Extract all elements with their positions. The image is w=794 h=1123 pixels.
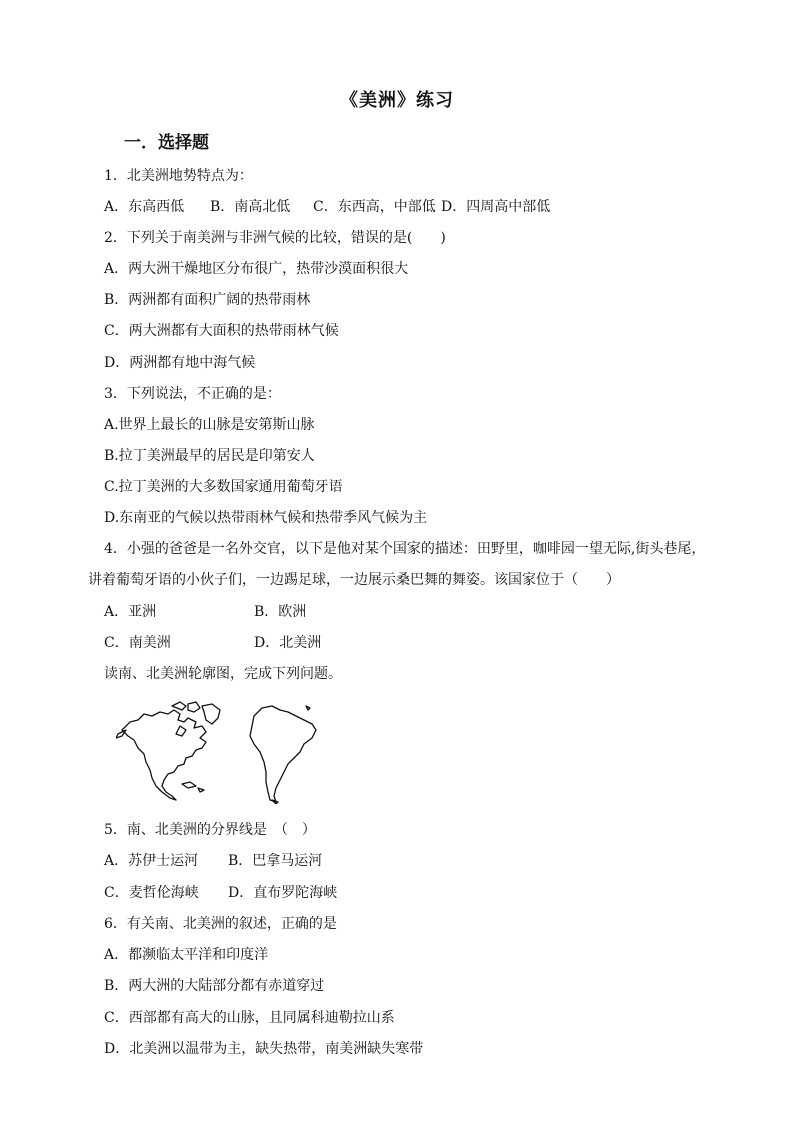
q3-stem: 3．下列说法，不正确的是： — [104, 386, 281, 402]
q6-option-b: B．两大洲的大陆部分都有赤道穿过 — [104, 978, 325, 994]
q1-option-a: A．东高西低 — [104, 199, 185, 215]
q4-stem-line1: 4．小强的爸爸是一名外交官，以下是他对某个国家的描述：田野里，咖啡园一望无际,街头巷尾， — [104, 541, 706, 557]
north-america-outline-map — [116, 700, 236, 802]
q2-option-c: C．两大洲都有大面积的热带雨林气候 — [104, 323, 339, 339]
q6-option-d: D．北美洲以温带为主，缺失热带，南美洲缺失寒带 — [104, 1041, 424, 1057]
south-america-outline-map — [246, 702, 320, 804]
q4-option-a: A．亚洲 — [104, 604, 157, 620]
q6-option-a: A．都濒临太平洋和印度洋 — [104, 947, 269, 963]
q1-option-c: C．东西高，中部低 — [313, 199, 436, 215]
q3-option-b: B.拉丁美洲最早的居民是印第安人 — [104, 448, 315, 464]
q2-stem: 2．下列关于南美洲与非洲气候的比较，错误的是( ) — [104, 230, 446, 246]
q4-option-d: D．北美洲 — [254, 635, 322, 651]
q4-option-b: B．欧洲 — [254, 604, 307, 620]
q2-option-b: B．两洲都有面积广阔的热带雨林 — [104, 292, 311, 308]
q4-stem-line2: 讲着葡萄牙语的小伙子们，一边踢足球，一边展示桑巴舞的舞姿。该国家位于（ ） — [88, 572, 620, 588]
q2-option-a: A．两大洲干燥地区分布很广，热带沙漠面积很大 — [104, 261, 409, 277]
q3-option-a: A.世界上最长的山脉是安第斯山脉 — [104, 417, 315, 433]
q2-option-d: D．两洲都有地中海气候 — [104, 355, 256, 371]
page-title: 《美洲》练习 — [340, 90, 454, 111]
q5-stem: 5．南、北美洲的分界线是 （ ） — [104, 822, 316, 838]
reading-prompt: 读南、北美洲轮廓图，完成下列问题。 — [104, 666, 342, 682]
q5-option-b: B．巴拿马运河 — [228, 853, 323, 869]
q5-option-d: D．直布罗陀海峡 — [228, 885, 338, 901]
q6-option-c: C．西部都有高大的山脉，且同属科迪勒拉山系 — [104, 1010, 395, 1026]
q5-option-c: C．麦哲伦海峡 — [104, 885, 199, 901]
q3-option-c: C.拉丁美洲的大多数国家通用葡萄牙语 — [104, 479, 343, 495]
q1-option-b: B．南高北低 — [210, 199, 291, 215]
q1-stem: 1．北美洲地势特点为： — [104, 168, 253, 184]
q6-stem: 6．有关南、北美洲的叙述，正确的是 — [104, 916, 337, 932]
q3-option-d: D.东南亚的气候以热带雨林气候和热带季风气候为主 — [104, 510, 428, 526]
q4-option-c: C．南美洲 — [104, 635, 171, 651]
section-heading: 一．选择题 — [124, 133, 209, 153]
q5-option-a: A．苏伊士运河 — [104, 853, 199, 869]
q1-option-d: D．四周高中部低 — [441, 199, 551, 215]
